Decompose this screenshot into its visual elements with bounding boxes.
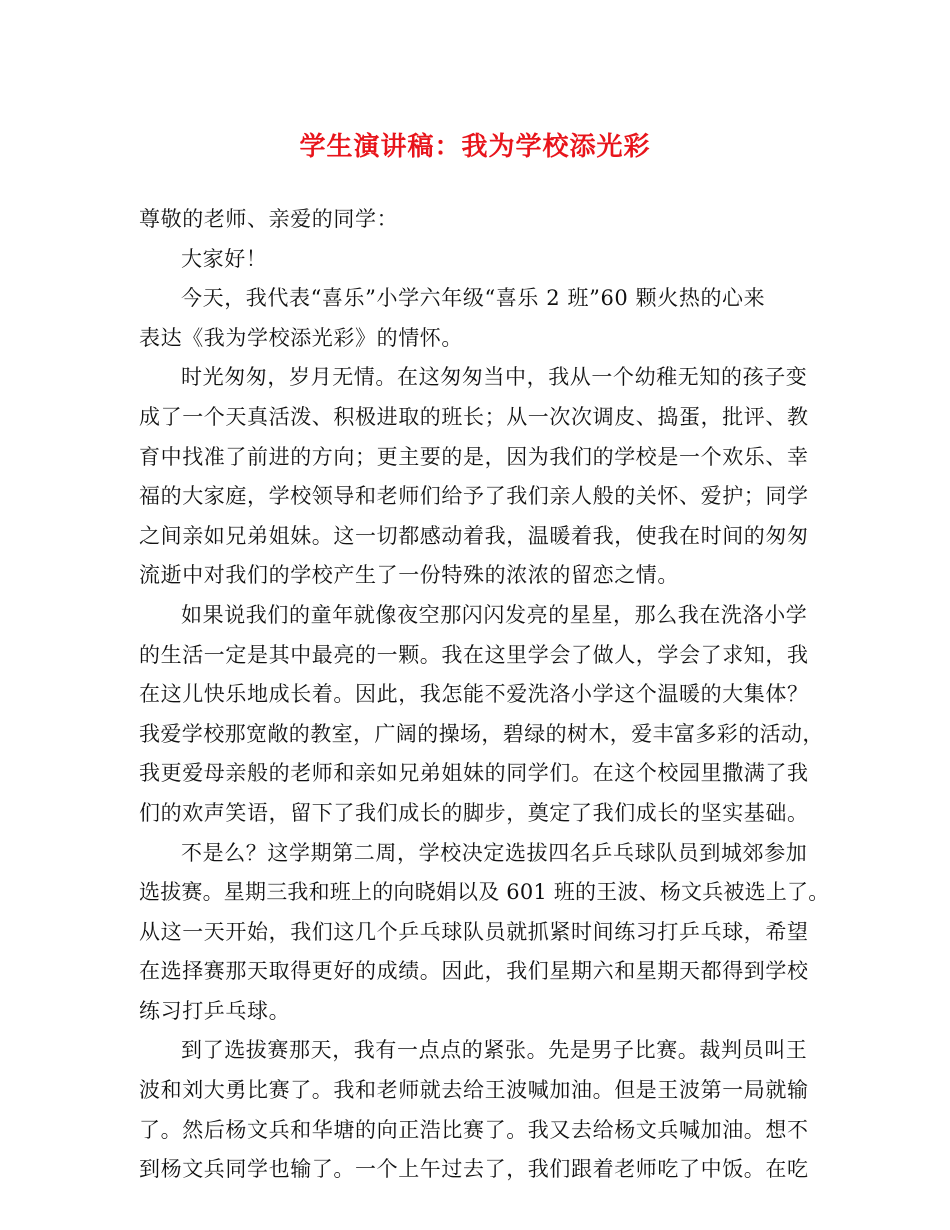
text-line: 练习打乒乓球。 [139,998,291,1023]
text-line: 成了一个天真活泼、积极进取的班长；从一次次调皮、捣蛋，批评、教 [139,404,809,429]
text-line: 选拔赛。星期三我和班上的向晓娟以及 601 班的王波、杨文兵被选上了。 [139,880,830,905]
text-line: 们的欢声笑语，留下了我们成长的脚步，奠定了我们成长的坚实基础。 [139,800,809,825]
text-line: 我更爱母亲般的老师和亲如兄弟姐妹的同学们。在这个校园里撒满了我 [139,761,809,786]
text-line: 从这一天开始，我们这几个乒乓球队员就抓紧时间练习打乒乓球，希望 [139,919,809,944]
text-line: 波和刘大勇比赛了。我和老师就去给王波喊加油。但是王波第一局就输 [139,1078,809,1103]
text-line: 时光匆匆，岁月无情。在这匆匆当中，我从一个幼稚无知的孩子变 [181,365,808,390]
text-line: 表达《我为学校添光彩》的情怀。 [139,325,463,350]
text-line: 到了选拔赛那天，我有一点点的紧张。先是男子比赛。裁判员叫王 [181,1038,808,1063]
text-line: 育中找准了前进的方向；更主要的是，因为我们的学校是一个欢乐、幸 [139,444,809,469]
text-line: 之间亲如兄弟姐妹。这一切都感动着我，温暖着我，使我在时间的匆匆 [139,523,809,548]
text-line: 大家好！ [181,246,268,271]
text-line: 在选择赛那天取得更好的成绩。因此，我们星期六和星期天都得到学校 [139,959,809,984]
text-line: 了。然后杨文兵和华塘的向正浩比赛了。我又去给杨文兵喊加油。想不 [139,1117,809,1142]
document-title: 学生演讲稿：我为学校添光彩 [299,132,651,162]
text-line: 在这儿快乐地成长着。因此，我怎能不爱洗洛小学这个温暖的大集体？ [139,682,809,707]
text-line: 我爱学校那宽敞的教室，广阔的操场，碧绿的树木，爱丰富多彩的活动， [139,721,824,746]
text-line: 流逝中对我们的学校产生了一份特殊的浓浓的留恋之情。 [139,563,679,588]
text-line: 福的大家庭，学校领导和老师们给予了我们亲人般的关怀、爱护；同学 [139,484,809,509]
text-line: 的生活一定是其中最亮的一颗。我在这里学会了做人，学会了求知，我 [139,642,809,667]
text-line: 尊敬的老师、亲爱的同学： [139,207,399,231]
text-line: 到杨文兵同学也输了。一个上午过去了，我们跟着老师吃了中饭。在吃 [139,1157,809,1182]
text-line: 今天，我代表“喜乐”小学六年级“喜乐 2 班”60 颗火热的心来 [181,286,766,311]
text-line: 如果说我们的童年就像夜空那闪闪发亮的星星，那么我在洗洛小学 [181,602,808,627]
text-line: 不是么？这学期第二周，学校决定选拔四名乒乓球队员到城郊参加 [181,840,808,865]
speech-body [139,200,829,1190]
